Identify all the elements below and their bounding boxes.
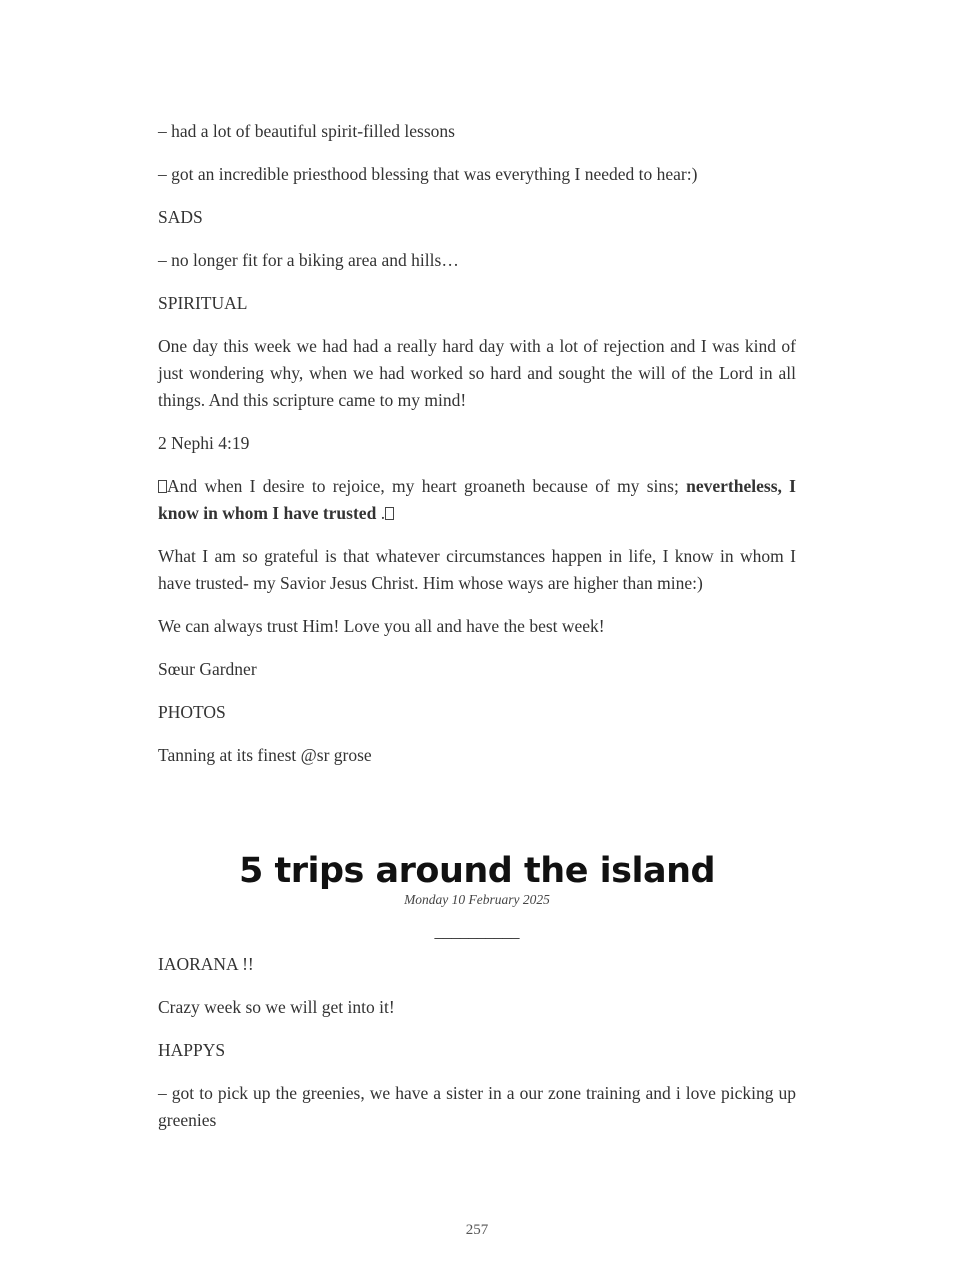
intro-line: Crazy week so we will get into it! <box>158 997 395 1017</box>
open-quote-glyph-icon <box>158 480 167 493</box>
sads-line: – no longer fit for a biking area and hills… <box>158 250 459 270</box>
spiritual-paragraph: One day this week we had had a really hard day with a lot of rejection and I was kind of just wondering why, when we had worked so hard and sought the will of the Lord in all things. And this scripture came to my mind! <box>158 336 796 410</box>
lesson-line: – had a lot of beautiful spirit-filled lessons <box>158 121 455 141</box>
scripture-quote <box>158 473 796 527</box>
close-quote-glyph-icon <box>385 507 394 520</box>
photo-caption: Tanning at its finest @sr grose <box>158 745 372 765</box>
post-date: Monday 10 February 2025 <box>404 892 550 907</box>
scripture-bold-text: nevertheless, I know in whom I have trusted <box>158 476 796 523</box>
gratitude-paragraph: What I am so grateful is that whatever circumstances happen in life, I know in whom I have trusted- my Savior Jesus Christ. Him whose ways are higher than mine:) <box>158 546 796 593</box>
page-number: 257 <box>465 1222 489 1238</box>
scripture-end: . <box>376 503 386 523</box>
spiritual-heading: SPIRITUAL <box>158 293 248 313</box>
photos-heading: PHOTOS <box>158 702 226 722</box>
sads-heading: SADS <box>158 207 203 227</box>
closing-line: We can always trust Him! Love you all and have the best week! <box>158 616 605 636</box>
scripture-reference: 2 Nephi 4:19 <box>158 433 250 453</box>
signature: Sœur Gardner <box>158 659 257 679</box>
page-content <box>158 118 796 1150</box>
happys-heading: HAPPYS <box>158 1040 226 1060</box>
happys-line: – got to pick up the greenies, we have a sister in a our zone training and i love picking up greenies <box>158 1083 796 1130</box>
post-separator: __________ <box>434 922 520 941</box>
post-title: 5 trips around the island <box>238 851 716 891</box>
post-header <box>158 851 796 943</box>
scripture-text: And when I desire to rejoice, my heart groaneth because of my sins; <box>167 476 679 496</box>
blessing-line: – got an incredible priesthood blessing that was everything I needed to hear:) <box>158 164 698 184</box>
greeting: IAORANA !! <box>158 954 254 974</box>
